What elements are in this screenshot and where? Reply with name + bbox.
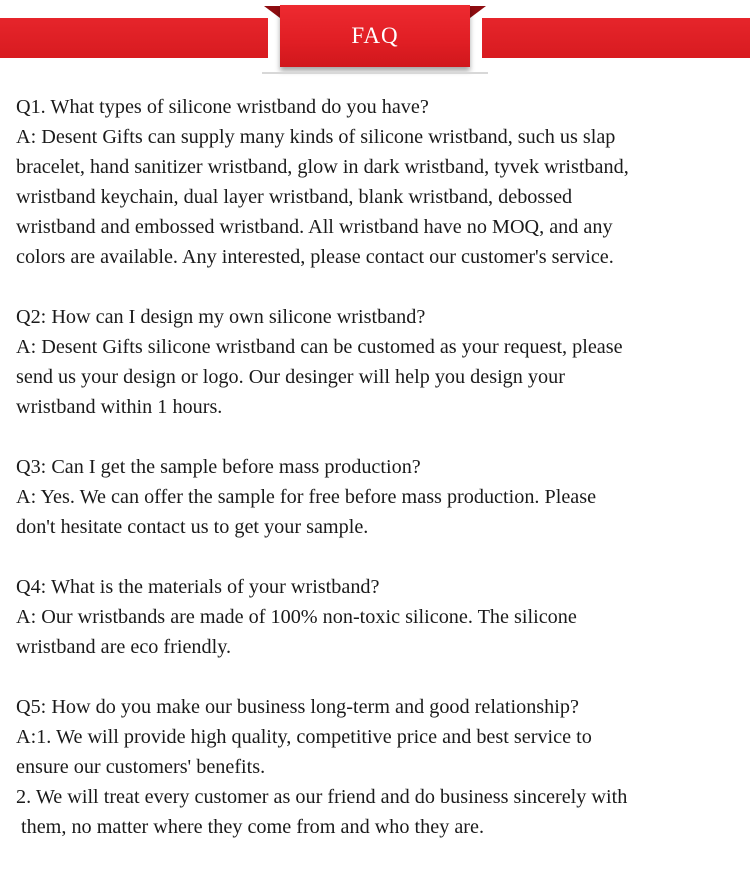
faq-banner — [0, 0, 750, 80]
faq-answer-line: wristband within 1 hours. — [16, 396, 223, 418]
faq-item-q1 — [16, 92, 741, 272]
faq-item-q2 — [16, 302, 741, 422]
faq-item-q5 — [16, 692, 741, 842]
faq-answer-line: ensure our customers' benefits. — [16, 756, 266, 778]
page-title: FAQ — [351, 23, 399, 48]
faq-answer-line: don't hesitate contact us to get your sample. — [16, 516, 369, 538]
faq-question: Q1. What types of silicone wristband do you have? — [16, 96, 429, 118]
faq-answer-line: wristband and embossed wristband. All wristband have no MOQ, and any — [16, 216, 613, 238]
faq-answer-line: them, no matter where they come from and who they are. — [21, 816, 485, 838]
ribbon-fold-left — [264, 6, 280, 18]
faq-answer-line: A: Desent Gifts can supply many kinds of silicone wristband, such us slap — [16, 126, 616, 148]
faq-answer-line: 2. We will treat every customer as our friend and do business sincerely with — [16, 786, 628, 808]
faq-question: Q4: What is the materials of your wristband? — [16, 576, 380, 598]
faq-answer-line: send us your design or logo. Our desinger will help you design your — [16, 366, 565, 388]
banner-title-tab — [280, 5, 470, 67]
faq-list — [16, 92, 741, 872]
banner-shadow-line — [262, 72, 488, 74]
faq-answer-line: A: Desent Gifts silicone wristband can be customed as your request, please — [16, 336, 623, 358]
faq-answer-line: bracelet, hand sanitizer wristband, glow in dark wristband, tyvek wristband, — [16, 156, 629, 178]
faq-answer-line: A:1. We will provide high quality, competitive price and best service to — [16, 726, 592, 748]
faq-question: Q5: How do you make our business long-term and good relationship? — [16, 696, 579, 718]
faq-answer-line: colors are available. Any interested, please contact our customer's service. — [16, 246, 614, 268]
faq-question: Q3: Can I get the sample before mass production? — [16, 456, 421, 478]
faq-question: Q2: How can I design my own silicone wristband? — [16, 306, 426, 328]
faq-item-q4 — [16, 572, 741, 662]
faq-answer-line: A: Yes. We can offer the sample for free before mass production. Please — [16, 486, 597, 508]
faq-answer-line: A: Our wristbands are made of 100% non-toxic silicone. The silicone — [16, 606, 577, 628]
banner-ribbon-right — [482, 18, 750, 58]
banner-ribbon-left — [0, 18, 268, 58]
ribbon-fold-right — [470, 6, 486, 18]
faq-answer-line: wristband keychain, dual layer wristband, blank wristband, debossed — [16, 186, 573, 208]
faq-answer-line: wristband are eco friendly. — [16, 636, 232, 658]
faq-item-q3 — [16, 452, 741, 542]
